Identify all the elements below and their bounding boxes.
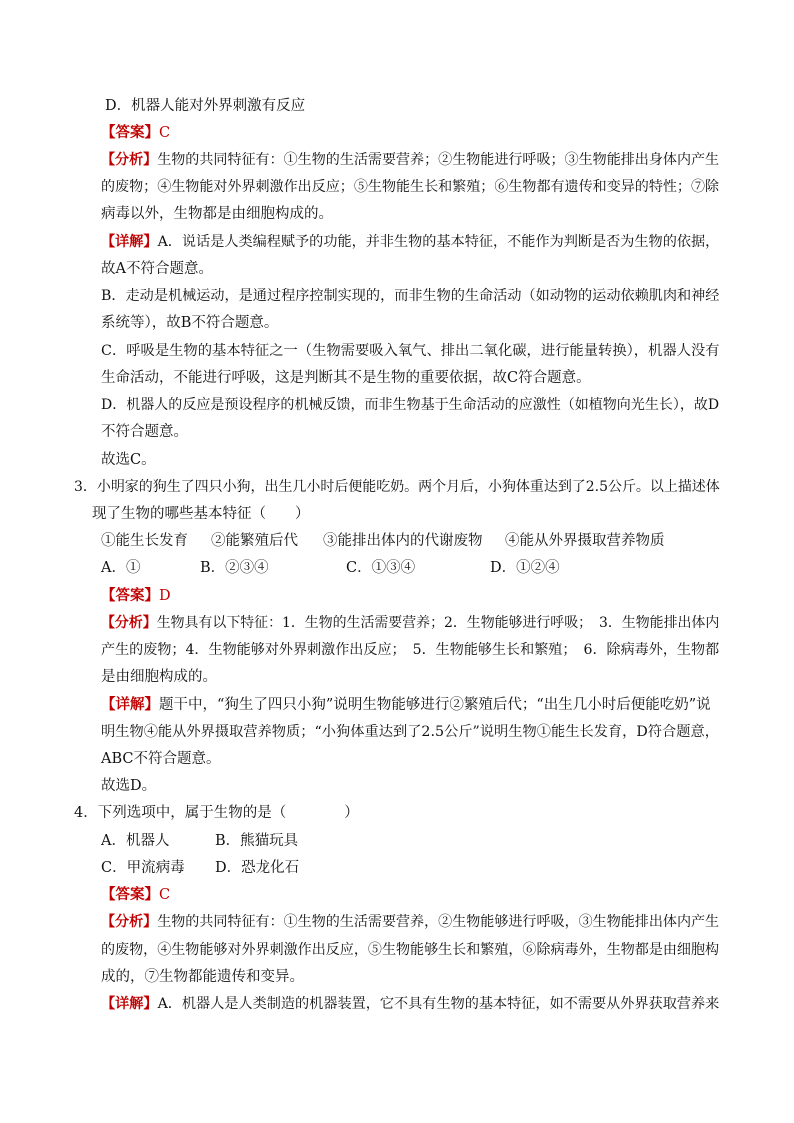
prev-option-d: D．机器人能对外界刺激有反应 <box>105 98 306 114</box>
q2-answer-line <box>101 123 170 143</box>
detail-text: 题干中，“狗生了四只小狗”说明生物能够进行②繁殖后代；“出生几小时后便能吃奶”说 <box>159 697 711 713</box>
q3-detail-line-1 <box>101 695 711 715</box>
q4-option-c: C．甲流病毒 <box>101 860 185 876</box>
q3-analysis-line-3: 是由细胞构成的。 <box>101 669 217 685</box>
q4-stem: 4．下列选项中，属于生物的是（ ） <box>74 805 359 821</box>
q4-detail-line-1 <box>101 994 719 1014</box>
answer-tag: 【答案】 <box>101 124 159 141</box>
detail-text: A．说话是人类编程赋予的功能，并非生物的基本特征，不能作为判断是否为生物的依据， <box>157 234 720 250</box>
q4-analysis-line-3: 成的，⑦生物都能遗传和变异。 <box>101 969 304 985</box>
detail-tag: 【详解】 <box>101 696 159 713</box>
q2-detail-line-8: 不符合题意。 <box>101 424 188 440</box>
q3-option-b: B．②③④ <box>200 560 269 576</box>
detail-tag: 【详解】 <box>101 996 158 1012</box>
q4-analysis-line-1 <box>101 912 719 932</box>
q3-stem-line-2: 现了生物的哪些基本特征（ ） <box>92 506 310 522</box>
q4-option-b: B．熊猫玩具 <box>215 833 299 849</box>
q2-detail-line-1 <box>101 232 719 252</box>
analysis-text: 生物的共同特征有：①生物的生活需要营养；②生物能进行呼吸；③生物能排出身体内产生 <box>157 152 720 168</box>
q4-option-a: A．机器人 <box>101 833 170 849</box>
analysis-tag: 【分析】 <box>101 152 158 168</box>
answer-value: D <box>159 588 171 604</box>
q2-detail-line-2: 故A不符合题意。 <box>101 261 213 277</box>
q2-analysis-line-1 <box>101 150 719 170</box>
q2-conclusion: 故选C。 <box>101 452 156 468</box>
q3-analysis-line-1 <box>101 613 719 633</box>
q3-option-d: D．①②④ <box>490 560 560 576</box>
q3-option-c: C．①③④ <box>346 560 416 576</box>
q4-analysis-line-2: 的废物，④生物能够对外界刺激作出反应，⑤生物能够生长和繁殖，⑥除病毒外，生物都是由细胞构 <box>101 942 720 958</box>
q3-detail-line-2: 明生物④能从外界摄取营养物质；“小狗体重达到了2.5公斤”说明生物①能生长发育，D符合题意， <box>101 724 719 740</box>
q2-detail-line-5: C．呼吸是生物的基本特征之一（生物需要吸入氧气、排出二氧化碳，进行能量转换），机器人没有 <box>101 343 720 359</box>
q3-stem-line-1: 3．小明家的狗生了四只小狗，出生几小时后便能吃奶。两个月后，小狗体重达到了2.5公斤。以上描述体 <box>74 479 720 495</box>
q3-conclusion: 故选D。 <box>101 778 157 794</box>
q2-detail-line-7: D．机器人的反应是预设程序的机械反馈，而非生物基于生命活动的应激性（如植物向光生长），故D <box>101 397 720 413</box>
analysis-tag: 【分析】 <box>101 615 157 631</box>
answer-tag: 【答案】 <box>101 587 159 604</box>
q4-option-d: D．恐龙化石 <box>215 860 300 876</box>
analysis-tag: 【分析】 <box>101 914 158 930</box>
q2-analysis-line-2: 的废物；④生物能对外界刺激作出反应；⑤生物能生长和繁殖；⑥生物都有遗传和变异的特性；⑦除 <box>101 179 720 195</box>
analysis-text: 生物的共同特征有：①生物的生活需要营养，②生物能够进行呼吸，③生物能排出体内产生 <box>157 914 720 930</box>
q2-detail-line-3: B．走动是机械运动，是通过程序控制实现的，而非生物的生命活动（如动物的运动依赖肌肉和神经 <box>101 288 720 304</box>
answer-value: C <box>159 887 171 903</box>
analysis-text: 生物具有以下特征：1．生物的生活需要营养；2．生物能够进行呼吸； 3．生物能排出体内 <box>156 615 720 631</box>
answer-value: C <box>159 125 171 141</box>
q3-answer-line <box>101 586 171 606</box>
detail-tag: 【详解】 <box>101 234 158 250</box>
q2-detail-line-4: 系统等），故B不符合题意。 <box>101 315 279 331</box>
q3-item-3: ③能排出体内的代谢废物 <box>323 533 483 549</box>
detail-text: A．机器人是人类制造的机器装置，它不具有生物的基本特征，如不需要从外界获取营养来 <box>157 996 720 1012</box>
q3-analysis-line-2: 产生的废物；4．生物能够对外界刺激作出反应； 5．生物能够生长和繁殖； 6．除病毒外，生物都 <box>101 642 720 658</box>
q3-item-4: ④能从外界摄取营养物质 <box>505 533 665 549</box>
q3-item-1: ①能生长发育 <box>101 533 188 549</box>
q2-detail-line-6: 生命活动，不能进行呼吸，这是判断其不是生物的重要依据，故C符合题意。 <box>101 370 591 386</box>
answer-tag: 【答案】 <box>101 886 159 903</box>
q3-item-2: ②能繁殖后代 <box>211 533 298 549</box>
q2-analysis-line-3: 病毒以外，生物都是由细胞构成的。 <box>101 206 333 222</box>
q3-detail-line-3: ABC不符合题意。 <box>101 751 221 767</box>
q3-option-a: A．① <box>101 560 141 576</box>
q4-answer-line <box>101 885 170 905</box>
